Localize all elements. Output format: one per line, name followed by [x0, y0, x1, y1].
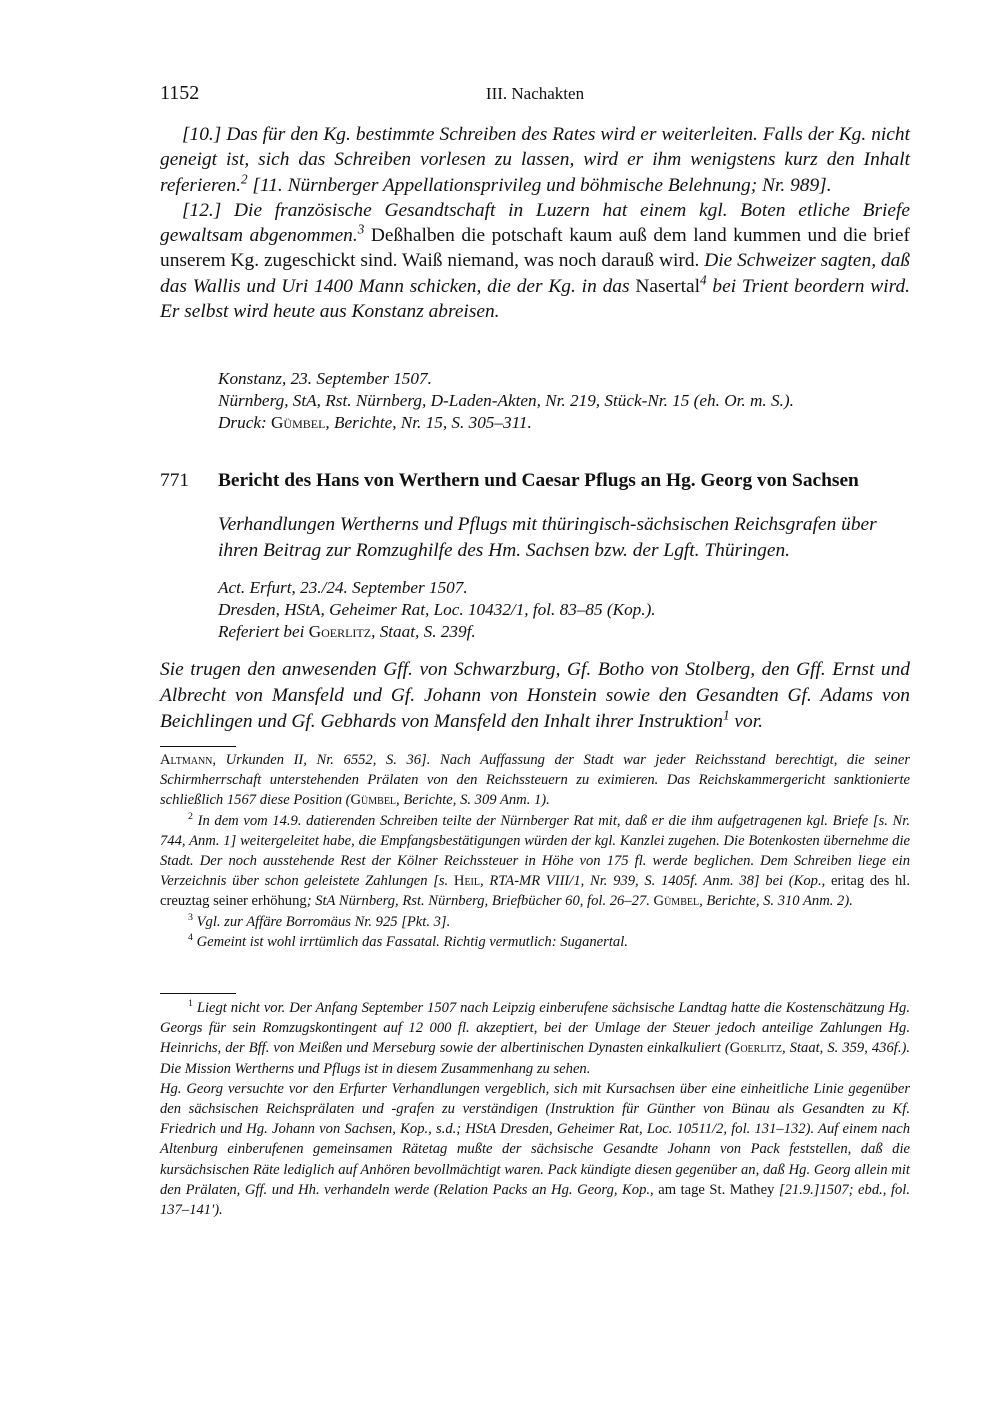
paragraph-10: [10.] Das für den Kg. bestimmte Schreiben des Rates wird er weiterleiten. Falls der Kg. nicht geneigt ist, sich das Schreiben vorlesen zu lassen, wird er ihm wenigstens kurz den Inhalt referieren.$^2$ [11. Nürnberger Appellationsprivileg und böhmische Belehnung; Nr. 989]. — [160, 124, 910, 196]
footnotes-document — [160, 998, 910, 1220]
footnote-divider — [160, 993, 236, 994]
act-date: Act. Erfurt, 23./24. September 1507. — [218, 578, 468, 597]
document-title: Bericht des Hans von Werthern und Caesar Pflugs an Hg. Georg von Sachsen — [218, 470, 859, 491]
document-number: 771 — [160, 470, 190, 491]
running-head: III. Nachakten — [485, 84, 585, 103]
footnote-ref-4[interactable]: 4 — [699, 272, 707, 288]
page-number: 1152 — [160, 82, 200, 104]
document-sources — [218, 577, 656, 643]
place-date: Konstanz, 23. September 1507. — [218, 369, 432, 388]
footnote-ref-1[interactable]: 1 — [722, 707, 730, 723]
footnote-1-paragraph-2: Hg. Georg versuchte vor den Erfurter Verhandlungen vergeblich, sich mit Kursachsen über eine einheitliche Linie gegenüber den sächsischen Reichsprälaten und -grafen zu verständigen (Instruktion für Günther von Bünau als Gesandten zu Kf. Friedrich und Hg. Johann von Sachsen, Kop., s.d.; HStA Dresden, Geheimer Rat, Loc. 10511/2, fol. 131–132). Auf einem nach Altenburg einberufenen gemeinsamen Rätetag mußte der sächsische Gesandte Johann von Pack feststellen, daß die kursächsischen Räte lediglich auf Anhören bevollmächtigt waren. Pack kündigte diesen gegenüber an, daß Hg. Georg allein mit den Prälaten, Gff. und Hh. verhandeln werde (Relation Packs an Hg. Georg, Kop., am tage St. Mathey [21.9.]1507; ebd., fol. 137–141'). — [160, 1080, 911, 1219]
document-regest: Verhandlungen Wertherns und Pflugs mit thüringisch-sächsischen Reichsgrafen über ihren Beitrag zur Romzughilfe des Hm. Sachsen bzw. der Lgft. Thüringen. — [218, 514, 877, 561]
footnote-ref-3[interactable]: 3 — [357, 221, 365, 237]
previous-document-sources — [218, 368, 794, 434]
footnote-4: $^4$ Gemeint ist wohl irrtümlich das Fassatal. Richtig vermutlich: Suganertal. — [188, 931, 628, 950]
archive-reference: Dresden, HStA, Geheimer Rat, Loc. 10432/1, fol. 83–85 (Kop.). — [218, 600, 656, 619]
footnote-1: $^1$ Liegt nicht vor. Der Anfang September 1507 nach Leipzig einberufene sächsische Landtag hatte die Kostenschätzung Hg. Georgs für sein Romzugskontingent auf 12 000 fl. akzeptiert, bei der Umlage der Steuer jedoch anteilige Zahlungen Hg. Heinrichs, der Bff. von Meißen und Merseburg sowie der albertinischen Dynasten einkalkuliert (Goerlitz, Staat, S. 359, 436f.). Die Mission Wertherns und Pflugs ist in diesem Zusammenhang zu sehen. — [160, 998, 910, 1077]
footnote-divider — [160, 746, 236, 747]
reference-literature: Referiert bei Goerlitz, Staat, S. 239f. — [218, 622, 476, 641]
page-header — [160, 82, 910, 108]
archive-reference: Nürnberg, StA, Rst. Nürnberg, D-Laden-Akten, Nr. 219, Stück-Nr. 15 (eh. Or. m. S.). — [218, 391, 794, 410]
print-reference: Druck: Gümbel, Berichte, Nr. 15, S. 305–311. — [218, 413, 532, 432]
footnote-3: $^3$ Vgl. zur Affäre Borromäus Nr. 925 [Pkt. 3]. — [188, 911, 451, 930]
footnote-1-continued: Altmann, Urkunden II, Nr. 6552, S. 36]. Nach Auffassung der Stadt war jeder Reichsstand berechtigt, die seiner Schirmherrschaft unterstehenden Prälaten von den Reichssteuern zu eximieren. Das Reichskammergericht sanktionierte schließlich 1567 diese Position (Gümbel, Berichte, S. 309 Anm. 1). — [160, 752, 910, 809]
footnotes-previous-document — [160, 750, 910, 952]
footnote-2: $^2$ In dem vom 14.9. datierenden Schreiben teilte der Nürnberger Rat mit, daß er die ihm aufgetragenen kgl. Briefe [s. Nr. 744, Anm. 1] weitergeleitet habe, die Empfangsbestätigungen würden der kgl. Kanzlei zugehen. Die Botenkosten übernehme die Stadt. Der noch ausstehende Rest der Kölner Reichssteuer in Höhe von 175 fl. werde beglichen. Dem Schreiben liege ein Verzeichnis über schon geleistete Zahlungen [s. Heil, RTA-MR VIII/1, Nr. 939, S. 1405f. Anm. 38] bei (Kop., eritag des hl. creuztag seiner erhöhung; StA Nürnberg, Rst. Nürnberg, Briefbücher 60, fol. 26–27. Gümbel, Berichte, S. 310 Anm. 2). — [160, 810, 911, 910]
paragraph-12: [12.] Die französische Gesandtschaft in Luzern hat einem kgl. Boten etliche Briefe gewaltsam abgenommen.$^3$ Deßhalben die potschaft kaum auß dem land kummen und die brief unserem Kg. zugeschickt sind. Waiß niemand, was noch darauß wird. Die Schweizer sagten, daß das Wallis und Uri 1400 Mann schicken, die der Kg. in das Nasertal$^4$ bei Trient beordern wird. Er selbst wird heute aus Konstanz abreisen. — [160, 199, 910, 323]
previous-document-text — [160, 122, 910, 324]
footnote-ref-2[interactable]: 2 — [240, 171, 248, 187]
document-body: Sie trugen den anwesenden Gff. von Schwarzburg, Gf. Botho von Stolberg, den Gff. Ernst und Albrecht von Mansfeld und Gf. Johann von Honstein sowie den Gesandten Gf. Adams von Beichlingen und Gf. Gebhards von Mansfeld den Inhalt ihrer Instruktion$^1$ vor. — [160, 659, 910, 732]
